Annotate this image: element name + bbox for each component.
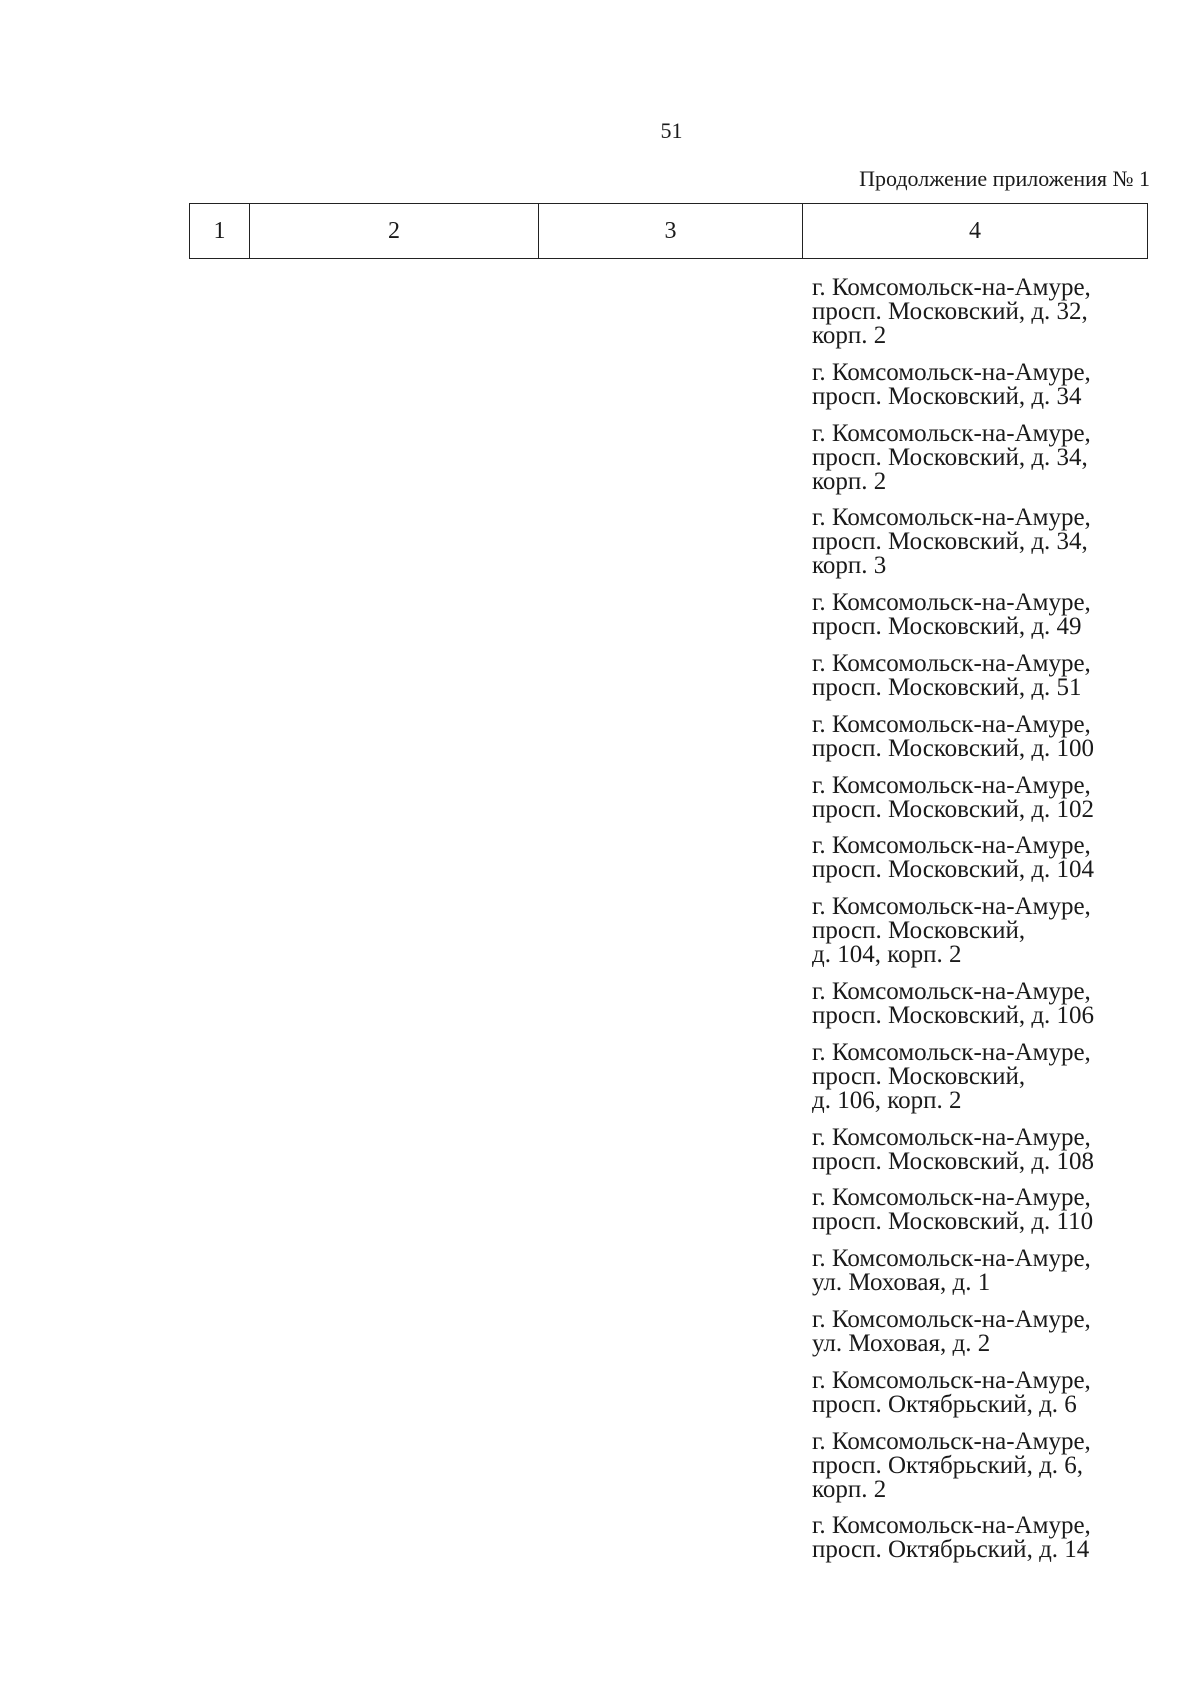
address-item [812,649,1157,701]
address-line: просп. Московский, д. 51 [812,673,1082,701]
address-line: корп. 3 [812,552,887,580]
address-line: д. 106, корп. 2 [812,1086,962,1114]
address-line: г. Комсомольск-на-Амуре, [812,893,1091,921]
address-item [812,358,1157,410]
address-line: г. Комсомольск-на-Амуре, [812,358,1091,386]
address-item [812,1514,1157,1562]
address-line: г. Комсомольск-на-Амуре, [812,1366,1091,1394]
page-number: 51 [660,118,683,143]
address-line: г. Комсомольск-на-Амуре, [812,771,1091,799]
address-item [812,1366,1157,1418]
address-line: просп. Московский, д. 34 [812,382,1082,410]
address-item [812,1038,1157,1114]
address-line: просп. Московский, д. 32, [812,298,1088,325]
address-item [812,1247,1157,1295]
address-line: г. Комсомольск-на-Амуре, [812,589,1091,617]
address-item [812,977,1157,1029]
address-line: корп. 2 [812,322,887,349]
address-line: г. Комсомольск-на-Амуре, [812,1427,1091,1455]
table-header-row [189,203,1148,259]
address-line: просп. Октябрьский, д. 6, [812,1451,1084,1479]
address-line: просп. Октябрьский, д. 6 [812,1390,1077,1418]
address-line: д. 104, корп. 2 [812,941,962,969]
address-line: г. Комсомольск-на-Амуре, [812,504,1091,532]
address-line: г. Комсомольск-на-Амуре, [812,1123,1091,1151]
address-item [812,895,1157,967]
address-line: корп. 2 [812,1475,887,1503]
address-line: просп. Октябрьский, д. 14 [812,1536,1090,1564]
column-2-header: 2 [250,204,539,258]
address-line: г. Комсомольск-на-Амуре, [812,1245,1091,1273]
address-item [812,1186,1157,1234]
address-line: г. Комсомольск-на-Амуре, [812,1184,1091,1212]
continuation-label: Продолжение приложения № 1 [859,166,1150,191]
address-line: просп. Московский, д. 34, [812,528,1088,556]
address-item [812,834,1157,882]
address-line: г. Комсомольск-на-Амуре, [812,1038,1091,1066]
column-1-header: 1 [190,204,250,258]
address-line: г. Комсомольск-на-Амуре, [812,1305,1091,1333]
address-item [812,1427,1157,1503]
address-line: просп. Московский, д. 106 [812,1001,1095,1029]
address-line: г. Комсомольск-на-Амуре, [812,1512,1091,1540]
address-line: просп. Московский, д. 49 [812,613,1082,641]
address-item [812,591,1157,639]
address-line: ул. Моховая, д. 1 [812,1269,991,1297]
address-line: просп. Московский, [812,1062,1026,1090]
column-3-header: 3 [539,204,803,258]
address-list [812,276,1157,1575]
address-item [812,419,1157,495]
address-item [812,1123,1157,1175]
address-item [812,276,1157,348]
address-line: просп. Московский, д. 100 [812,734,1095,762]
address-item [812,710,1157,762]
address-line: г. Комсомольск-на-Амуре, [812,649,1091,677]
address-line: просп. Московский, д. 110 [812,1208,1094,1236]
address-line: г. Комсомольск-на-Амуре, [812,977,1091,1005]
address-line: просп. Московский, [812,917,1026,945]
address-line: г. Комсомольск-на-Амуре, [812,832,1091,860]
address-line: ул. Моховая, д. 2 [812,1329,991,1357]
address-line: просп. Московский, д. 102 [812,795,1095,823]
address-line: г. Комсомольск-на-Амуре, [812,710,1091,738]
address-line: просп. Московский, д. 104 [812,856,1095,884]
column-4-header: 4 [969,217,981,244]
address-line: г. Комсомольск-на-Амуре, [812,419,1091,447]
address-line: просп. Московский, д. 108 [812,1147,1095,1175]
address-item [812,506,1157,578]
address-line: г. Комсомольск-на-Амуре, [812,274,1091,301]
address-line: просп. Московский, д. 34, [812,443,1088,471]
address-item [812,1305,1157,1357]
address-line: корп. 2 [812,467,887,495]
address-item [812,771,1157,823]
